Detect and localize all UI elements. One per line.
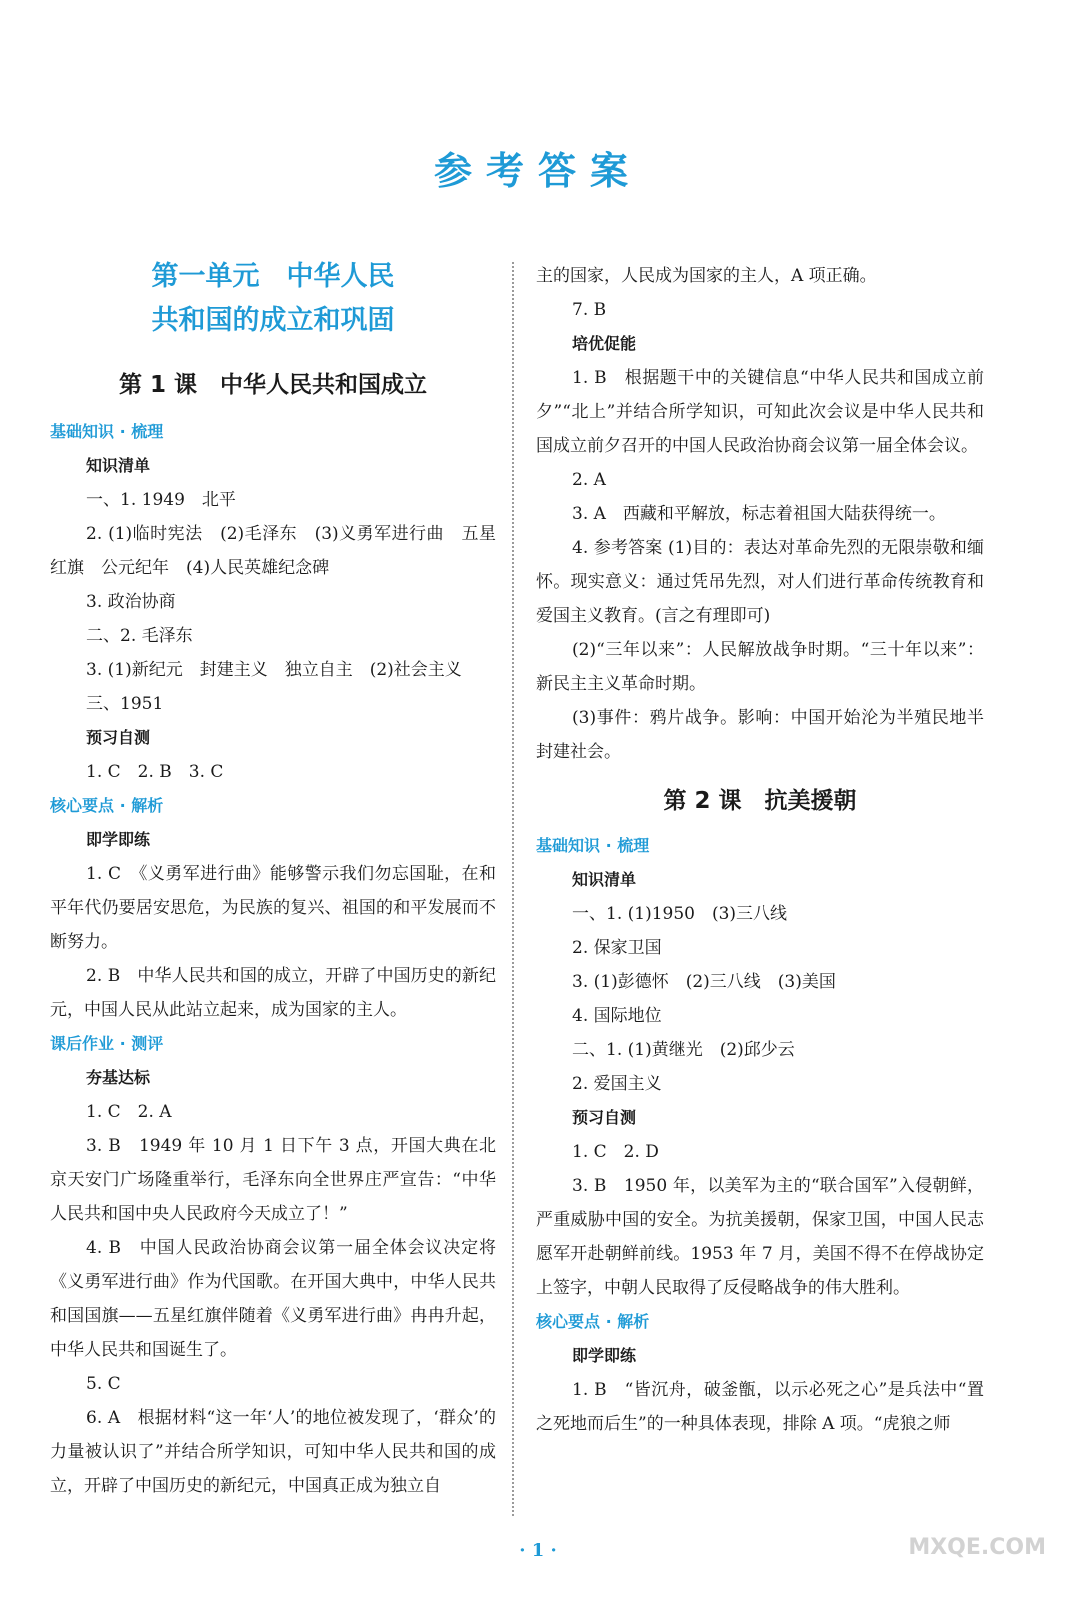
right-content-top: [536, 259, 984, 769]
answer-line: 2. 保家卫国: [572, 938, 662, 958]
answer-line: 1. C 2. B 3. C: [86, 762, 224, 782]
section-heading: 核心要点 · 解析: [536, 1312, 650, 1331]
lesson-title-2: 第 2 课 抗美援朝: [663, 788, 857, 814]
answer-line: 三、1951: [86, 694, 164, 714]
answer-line: 1. B 根据题干中的关键信息“中华人民共和国成立前夕”“北上”并结合所学知识，可知此次会议是中华人民共和国成立前夕召开的中国人民政治协商会议第一届全体会议。: [536, 368, 984, 456]
answer-line: 7. B: [572, 300, 607, 320]
subsection-heading: 夯基达标: [86, 1068, 151, 1087]
left-column: [50, 255, 496, 1503]
section-heading: 基础知识 · 梳理: [536, 836, 650, 855]
subsection-heading: 即学即练: [572, 1346, 637, 1365]
answer-line: 2. (1)临时宪法 (2)毛泽东 (3)义勇军进行曲 五星红旗 公元纪年 (4)人民英雄纪念碑: [50, 524, 496, 578]
answer-line: 一、1. (1)1950 (3)三八线: [572, 904, 788, 924]
right-content-bottom: [536, 829, 984, 1441]
answer-line: 3. (1)新纪元 封建主义 独立自主 (2)社会主义: [86, 660, 462, 680]
answer-line: 6. A 根据材料“这一年‘人’的地位被发现了，‘群众’的力量被认识了”并结合所学知识，可知中华人民共和国的成立，开辟了中国历史的新纪元，中国真正成为独立自: [50, 1408, 496, 1496]
answer-line: 3. B 1950 年，以美军为主的“联合国军”入侵朝鲜，严重威胁中国的安全。为抗美援朝，保家卫国，中国人民志愿军开赴朝鲜前线。1953 年 7 月，美国不得不在停战协定上签字，中朝人民取得了反侵略战争的伟大胜利。: [536, 1176, 984, 1298]
answer-line: 4. B 中国人民政治协商会议第一届全体会议决定将《义勇军进行曲》作为代国歌。在开国大典中，中华人民共和国国旗——五星红旗伴随着《义勇军进行曲》冉冉升起，中华人民共和国诞生了。: [50, 1238, 496, 1360]
answer-line: 二、1. (1)黄继光 (2)邱少云: [572, 1040, 795, 1060]
answer-line: (2)“三年以来”：人民解放战争时期。“三十年以来”：新民主主义革命时期。: [536, 640, 984, 694]
answer-line: 2. 爱国主义: [572, 1074, 662, 1094]
answer-line: 3. B 1949 年 10 月 1 日下午 3 点，开国大典在北京天安门广场隆重举行，毛泽东向全世界庄严宣告：“中华人民共和国中央人民政府今天成立了！”: [50, 1136, 496, 1224]
watermark-logo: MXQE.COM: [908, 1535, 1046, 1560]
answer-line: 4. 国际地位: [572, 1006, 662, 1026]
answer-line: 4. 参考答案 (1)目的：表达对革命先烈的无限崇敬和缅怀。现实意义：通过凭吊先烈，对人们进行革命传统教育和爱国主义教育。(言之有理即可): [536, 538, 984, 626]
answer-line: 5. C: [86, 1374, 121, 1394]
subsection-heading: 知识清单: [572, 870, 637, 889]
page-number: · 1 ·: [519, 1540, 557, 1561]
subsection-heading: 知识清单: [86, 456, 151, 475]
subsection-heading: 即学即练: [86, 830, 151, 849]
answer-line: (3)事件：鸦片战争。影响：中国开始沦为半殖民地半封建社会。: [536, 708, 984, 762]
subsection-heading: 预习自测: [86, 728, 151, 747]
unit-title-line-2: 共和国的成立和巩固: [151, 305, 395, 336]
subsection-heading: 培优促能: [572, 334, 637, 353]
answer-line: 3. A 西藏和平解放，标志着祖国大陆获得统一。: [572, 504, 946, 524]
answer-line: 3. (1)彭德怀 (2)三八线 (3)美国: [572, 972, 836, 992]
answer-line: 1. C 2. A: [86, 1102, 172, 1122]
page-title: 参考答案: [433, 149, 642, 193]
answer-line: 2. B 中华人民共和国的成立，开辟了中国历史的新纪元，中国人民从此站立起来，成为国家的主人。: [50, 966, 496, 1020]
answer-line: 二、2. 毛泽东: [86, 626, 193, 646]
section-heading: 基础知识 · 梳理: [50, 422, 164, 441]
column-divider: [512, 262, 515, 1516]
answer-line: 1. C 《义勇军进行曲》能够警示我们勿忘国耻，在和平年代仍要居安思危，为民族的复兴、祖国的和平发展而不断努力。: [50, 864, 496, 952]
answer-line: 2. A: [572, 470, 606, 490]
unit-title-line-1: 第一单元 中华人民: [151, 261, 395, 292]
lesson-title-1: 第 1 课 中华人民共和国成立: [118, 372, 428, 398]
section-heading: 核心要点 · 解析: [50, 796, 164, 815]
subsection-heading: 预习自测: [572, 1108, 637, 1127]
unit-title: [50, 255, 496, 343]
answer-line: 1. B “皆沉舟，破釜甑，以示必死之心”是兵法中“置之死地而后生”的一种具体表现，排除 A 项。“虎狼之师: [536, 1380, 984, 1434]
answer-line: 3. 政治协商: [86, 592, 176, 612]
answer-line: 主的国家，人民成为国家的主人，A 项正确。: [536, 266, 877, 286]
left-content: [50, 415, 496, 1503]
answer-line: 一、1. 1949 北平: [86, 490, 236, 510]
right-column: [536, 259, 984, 1441]
section-heading: 课后作业 · 测评: [50, 1034, 164, 1053]
answer-line: 1. C 2. D: [572, 1142, 659, 1162]
